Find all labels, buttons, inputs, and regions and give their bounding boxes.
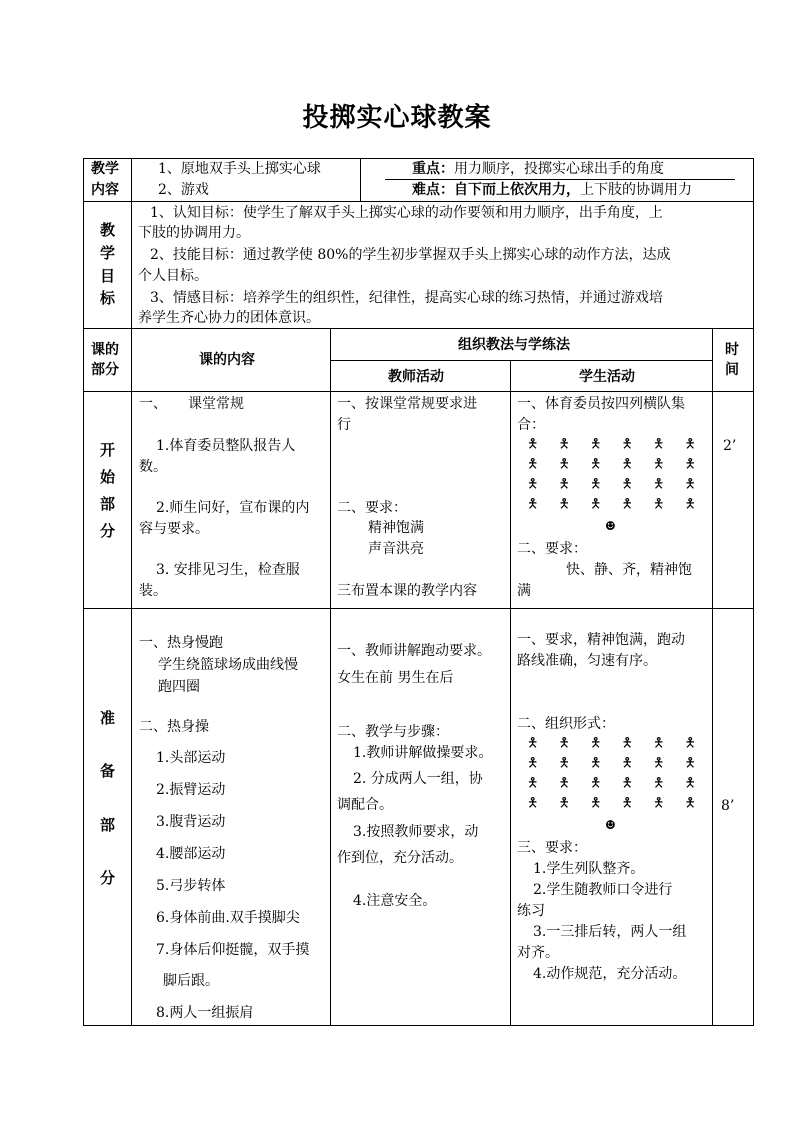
student-figure-icon: 🯅 — [653, 756, 665, 771]
start-label-char-4: 分 — [100, 522, 116, 540]
header-time-1: 时 — [725, 342, 739, 358]
prep-formation — [517, 734, 706, 814]
prep-teacher-7: 3.按照教师要求，动 — [353, 824, 479, 840]
prep-label-char-3: 部 — [100, 816, 116, 834]
prep-teacher-4: 1.教师讲解做操要求。 — [353, 745, 493, 761]
header-student: 学生活动 — [579, 369, 635, 385]
prep-student-3: 二、组织形式： — [517, 716, 615, 732]
student-figure-icon: 🯅 — [621, 776, 633, 791]
prep-content-5: 1.头部运动 — [156, 750, 226, 766]
prep-teacher-1: 一、教师讲解跑动要求。 — [337, 643, 491, 659]
prep-student-10: 4.动作规范，充分活动。 — [533, 966, 687, 982]
header-content: 课的内容 — [199, 352, 255, 368]
key-point — [412, 159, 664, 179]
prep-content-9: 5.弓步转体 — [156, 878, 226, 894]
student-figure-icon: 🯅 — [621, 736, 633, 751]
prep-student-9: 对齐。 — [517, 945, 559, 961]
student-figure-icon: 🯅 — [558, 776, 570, 791]
student-figure-icon: 🯅 — [558, 457, 570, 472]
prep-student-4: 三、要求： — [517, 840, 587, 856]
student-figure-icon: 🯅 — [527, 477, 539, 492]
start-teacher-5: 三布置本课的教学内容 — [337, 583, 477, 599]
prep-label-char-4: 分 — [100, 869, 116, 887]
start-teacher-1a: 一、按课堂常规要求进 — [337, 396, 477, 412]
key-text: 用力顺序，投掷实心球出手的角度 — [454, 161, 664, 177]
difficulty-label: 难点： — [412, 182, 454, 198]
goals-label-char-4: 标 — [100, 289, 116, 307]
student-figure-icon: 🯅 — [558, 796, 570, 811]
student-figure-icon: 🯅 — [653, 477, 665, 492]
start-formation — [517, 435, 706, 515]
student-figure-icon: 🯅 — [621, 437, 633, 452]
prep-time: 8’ — [721, 798, 735, 814]
student-figure-icon: 🯅 — [527, 457, 539, 472]
start-student-4: 满 — [517, 583, 531, 599]
goal-3-line-2: 养学生齐心协力的团体意识。 — [138, 310, 320, 326]
goal-2-line-1: 2、技能目标：通过教学使 80%的学生初步掌握双手头上掷实心球的动作方法，达成 — [150, 247, 671, 263]
prep-content-13: 8.两人一组振肩 — [156, 1005, 254, 1021]
teacher-face-icon: ☻ — [605, 519, 616, 533]
student-figure-icon: 🯅 — [684, 477, 696, 492]
header-time-2: 间 — [725, 362, 739, 378]
difficulty-text: 上下肢的协调用力 — [580, 182, 692, 198]
start-teacher-1b: 行 — [337, 417, 351, 433]
start-time: 2’ — [723, 438, 737, 454]
student-figure-icon: 🯅 — [527, 756, 539, 771]
student-figure-icon: 🯅 — [653, 437, 665, 452]
start-label-char-3: 部 — [100, 495, 116, 513]
start-content-3b: 容与要求。 — [139, 521, 209, 537]
student-figure-icon: 🯅 — [621, 756, 633, 771]
student-figure-icon: 🯅 — [527, 497, 539, 512]
student-figure-icon: 🯅 — [558, 497, 570, 512]
student-figure-icon: 🯅 — [684, 756, 696, 771]
header-part-1: 课的 — [91, 342, 119, 358]
header-teacher: 教师活动 — [388, 369, 444, 385]
student-figure-icon: 🯅 — [621, 457, 633, 472]
header-part-2: 部分 — [91, 362, 119, 378]
content-label-2: 内容 — [91, 182, 119, 198]
goal-1-line-1: 1、认知目标：使学生了解双手头上掷实心球的动作要领和用力顺序，出手角度，上 — [150, 205, 663, 221]
prep-content-2: 学生绕篮球场成曲线慢 — [158, 657, 298, 673]
prep-teacher-8: 作到位，充分活动。 — [337, 850, 463, 866]
goals-label-char-1: 教 — [100, 221, 116, 239]
start-student-1b: 合： — [517, 417, 545, 433]
goal-1-line-2: 下肢的协调用力。 — [138, 225, 250, 241]
student-figure-icon: 🯅 — [590, 497, 602, 512]
start-teacher-2: 二、要求： — [337, 500, 407, 516]
student-figure-icon: 🯅 — [590, 776, 602, 791]
student-figure-icon: 🯅 — [590, 756, 602, 771]
start-label-char-1: 开 — [100, 441, 116, 459]
prep-label-char-1: 准 — [100, 709, 116, 727]
student-figure-icon: 🯅 — [558, 736, 570, 751]
student-figure-icon: 🯅 — [590, 477, 602, 492]
student-figure-icon: 🯅 — [653, 796, 665, 811]
start-student-3: 快、静、齐，精神饱 — [566, 562, 692, 578]
key-label: 重点： — [412, 161, 454, 177]
prep-content-6: 2.振臂运动 — [156, 782, 226, 798]
start-teacher-3: 精神饱满 — [368, 520, 424, 536]
content-item-1: 1、原地双手头上掷实心球 — [158, 161, 321, 177]
prep-content-8: 4.腰部运动 — [156, 846, 226, 862]
prep-content-3: 跑四圈 — [158, 679, 200, 695]
start-student-2: 二、要求： — [517, 541, 587, 557]
teacher-face-icon: ☻ — [605, 818, 616, 832]
difficulty-text-bold: 自下而上依次用力， — [454, 182, 580, 198]
start-content-4a: 3. 安排见习生，检查服 — [156, 562, 300, 578]
student-figure-icon: 🯅 — [684, 776, 696, 791]
student-figure-icon: 🯅 — [684, 457, 696, 472]
difficulty-point — [412, 180, 692, 200]
start-student-1a: 一、体育委员按四列横队集 — [517, 396, 685, 412]
page-title: 投掷实心球教案 — [302, 103, 492, 133]
prep-student-1: 一、要求，精神饱满，跑动 — [517, 632, 685, 648]
prep-student-6: 2.学生随教师口令进行 — [533, 882, 673, 898]
prep-content-10: 6.身体前曲.双手摸脚尖 — [156, 910, 300, 926]
student-figure-icon: 🯅 — [653, 736, 665, 751]
start-content-2a: 1.体育委员整队报告人 — [156, 438, 296, 454]
prep-content-7: 3.腹背运动 — [156, 814, 226, 830]
prep-teacher-9: 4.注意安全。 — [353, 893, 437, 909]
student-figure-icon: 🯅 — [621, 796, 633, 811]
student-figure-icon: 🯅 — [653, 776, 665, 791]
prep-content-4: 二、热身操 — [139, 719, 209, 735]
content-label-1: 教学 — [91, 161, 119, 177]
student-figure-icon: 🯅 — [684, 497, 696, 512]
content-item-2: 2、游戏 — [158, 182, 209, 198]
goal-3-line-1: 3、情感目标：培养学生的组织性，纪律性，提高实心球的练习热情，并通过游戏培 — [150, 290, 663, 306]
prep-teacher-6: 调配合。 — [337, 797, 393, 813]
prep-teacher-5: 2. 分成两人一组，协 — [353, 771, 483, 787]
student-figure-icon: 🯅 — [621, 497, 633, 512]
student-figure-icon: 🯅 — [590, 457, 602, 472]
goals-label-char-3: 目 — [100, 267, 116, 285]
student-figure-icon: 🯅 — [684, 796, 696, 811]
start-content-4b: 装。 — [139, 583, 167, 599]
prep-student-8: 3.一三排后转，两人一组 — [533, 924, 687, 940]
header-method: 组织教法与学练法 — [458, 337, 570, 353]
prep-label-char-2: 备 — [100, 762, 116, 780]
student-figure-icon: 🯅 — [653, 497, 665, 512]
student-figure-icon: 🯅 — [684, 736, 696, 751]
student-figure-icon: 🯅 — [527, 776, 539, 791]
student-figure-icon: 🯅 — [653, 457, 665, 472]
start-content-1: 一、 课堂常规 — [139, 396, 244, 412]
prep-student-7: 练习 — [517, 903, 545, 919]
prep-teacher-2: 女生在前 男生在后 — [337, 670, 454, 686]
start-content-3a: 2.师生问好，宣布课的内 — [156, 500, 310, 516]
prep-student-2: 路线准确，匀速有序。 — [517, 653, 657, 669]
prep-content-11: 7.身体后仰挺髋，双手摸 — [156, 942, 310, 958]
start-teacher-4: 声音洪亮 — [368, 541, 424, 557]
student-figure-icon: 🯅 — [558, 756, 570, 771]
prep-content-1: 一、热身慢跑 — [139, 635, 223, 651]
student-figure-icon: 🯅 — [558, 437, 570, 452]
start-label-char-2: 始 — [100, 468, 116, 486]
prep-teacher-3: 二、教学与步骤： — [337, 724, 449, 740]
student-figure-icon: 🯅 — [558, 477, 570, 492]
student-figure-icon: 🯅 — [590, 736, 602, 751]
student-figure-icon: 🯅 — [527, 736, 539, 751]
prep-content-12: 脚后跟。 — [163, 973, 219, 989]
start-content-2b: 数。 — [139, 459, 167, 475]
student-figure-icon: 🯅 — [527, 437, 539, 452]
student-figure-icon: 🯅 — [527, 796, 539, 811]
goal-2-line-2: 个人目标。 — [138, 268, 208, 284]
student-figure-icon: 🯅 — [590, 796, 602, 811]
student-figure-icon: 🯅 — [684, 437, 696, 452]
prep-student-5: 1.学生列队整齐。 — [533, 861, 645, 877]
student-figure-icon: 🯅 — [590, 437, 602, 452]
goals-label-char-2: 学 — [100, 244, 116, 262]
student-figure-icon: 🯅 — [621, 477, 633, 492]
